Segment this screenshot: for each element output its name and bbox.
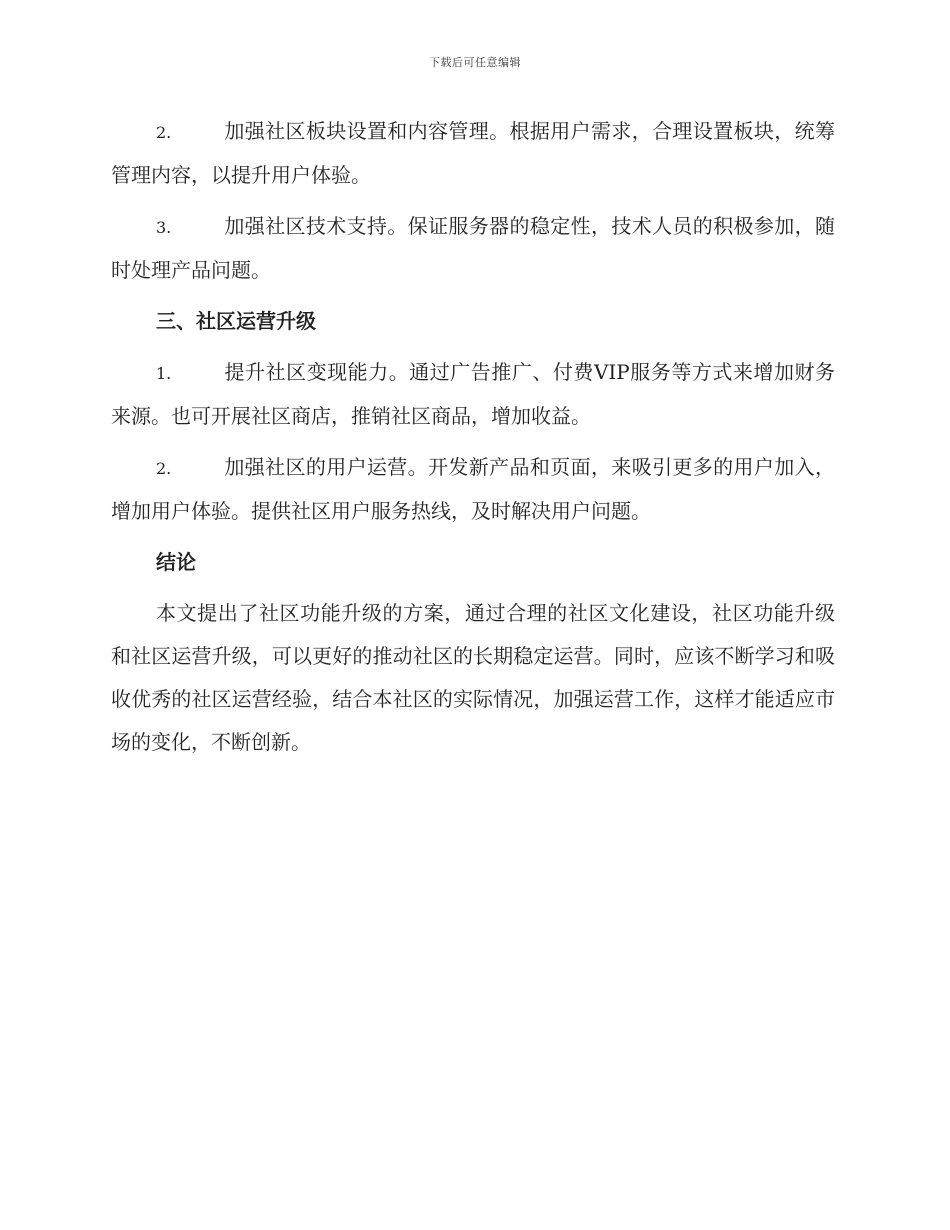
list-item-text: 加强社区的用户运营。开发新产品和页面，来吸引更多的用户加入，增加用户体验。提供社区用户服务热线，及时解决用户问题。 bbox=[111, 455, 835, 523]
list-item-text: 提升社区变现能力。通过广告推广、付费VIP服务等方式来增加财务来源。也可开展社区商店，推销社区商品，增加收益。 bbox=[111, 360, 835, 428]
list-item-text: 加强社区板块设置和内容管理。根据用户需求，合理设置板块，统筹管理内容，以提升用户体验。 bbox=[111, 119, 835, 187]
section-heading-operations-upgrade: 三、社区运营升级 bbox=[156, 309, 316, 333]
list-item-2-content-management bbox=[111, 110, 835, 197]
list-item-number: 3. bbox=[156, 218, 172, 237]
document-content bbox=[111, 110, 835, 772]
list-item-3-tech-support bbox=[111, 205, 835, 292]
page-header: 下载后可任意编辑 bbox=[429, 56, 521, 69]
list-item-number: 2. bbox=[156, 459, 172, 478]
list-item-1-monetization bbox=[111, 351, 835, 438]
list-item-number: 1. bbox=[156, 364, 172, 383]
list-item-text: 加强社区技术支持。保证服务器的稳定性，技术人员的积极参加，随时处理产品问题。 bbox=[111, 214, 835, 282]
conclusion-paragraph: 本文提出了社区功能升级的方案，通过合理的社区文化建设，社区功能升级和社区运营升级，可以更好的推动社区的长期稳定运营。同时，应该不断学习和吸收优秀的社区运营经验，结合本社区的实际情况，加强运营工作，这样才能适应市场的变化，不断创新。 bbox=[111, 601, 835, 754]
list-item-number: 2. bbox=[156, 123, 172, 142]
list-item-2-user-operations bbox=[111, 446, 835, 533]
section-heading-conclusion: 结论 bbox=[156, 550, 196, 574]
